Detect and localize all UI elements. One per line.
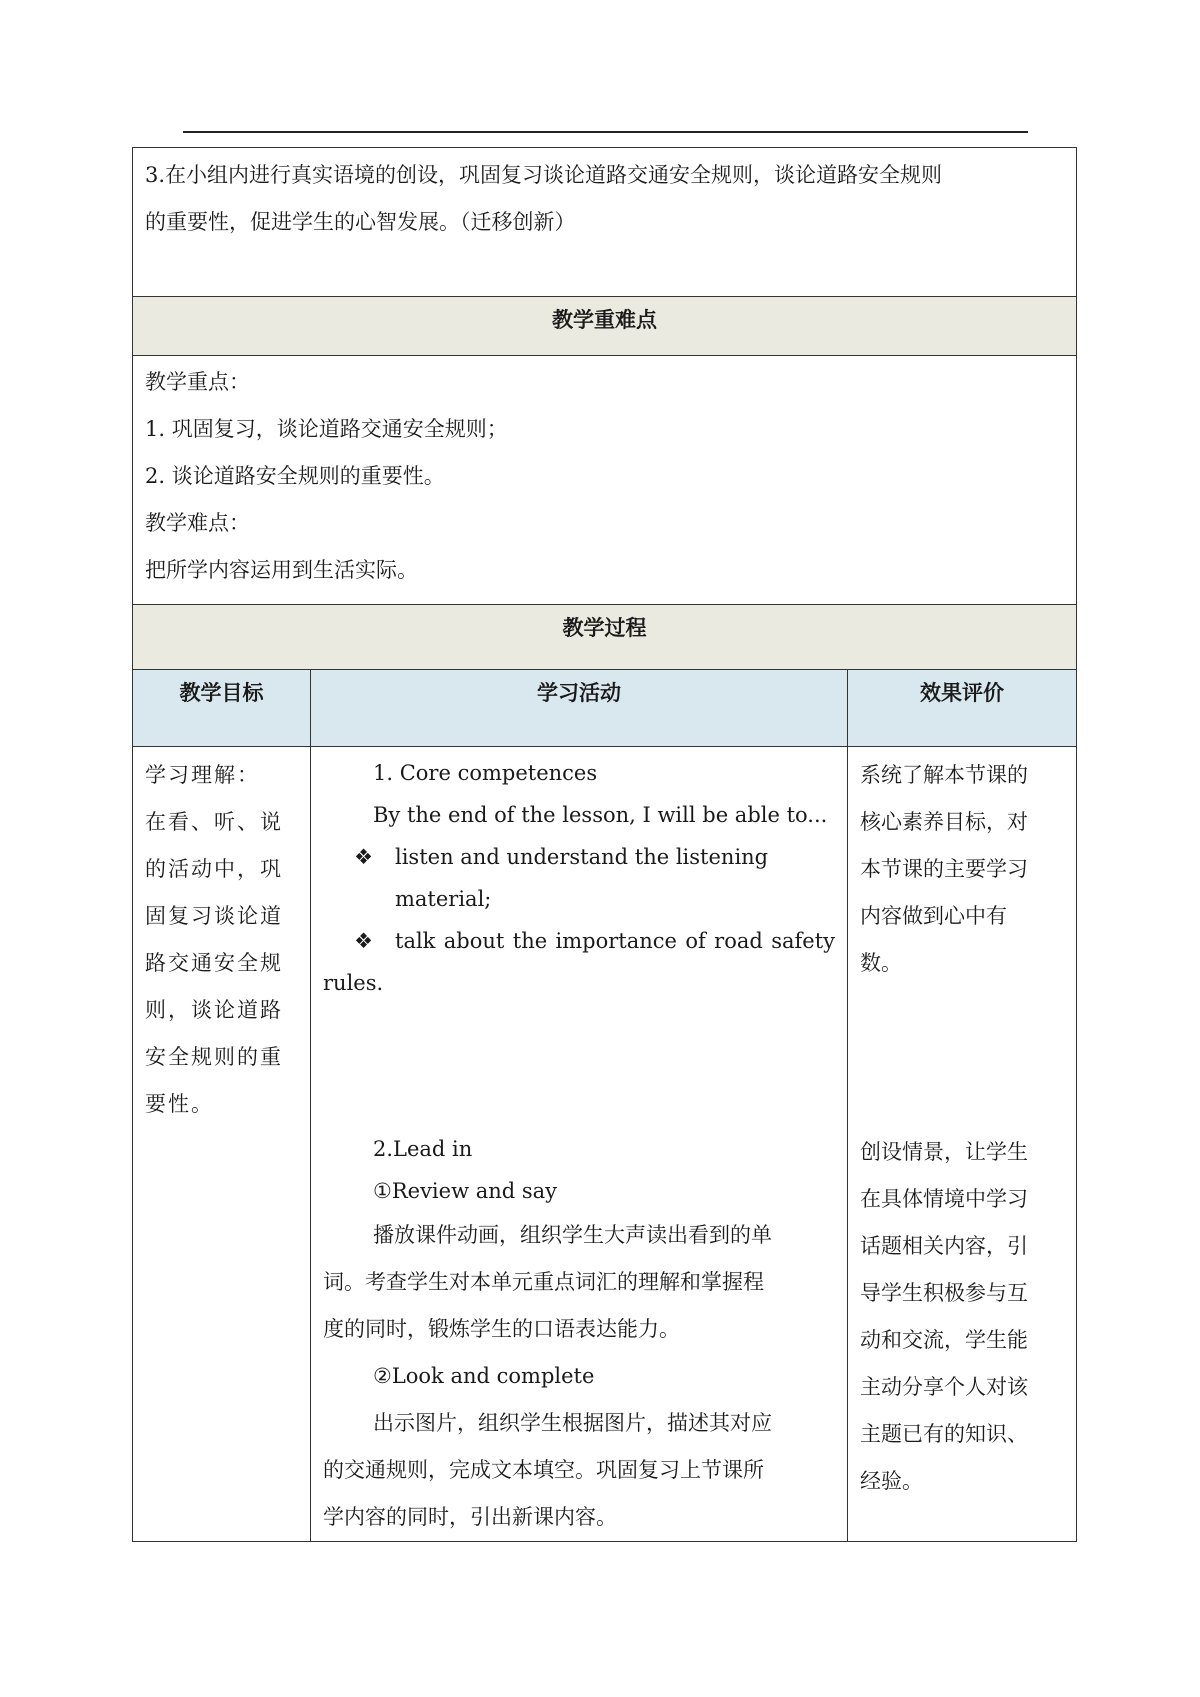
- goal-cell: 学习理解： 在看、听、说 的活动中，巩 固复习谈论道 路交通安全规 则，谈论道路 安全规则的重 要性。: [133, 747, 310, 1128]
- key-points-heading: 教学重难点: [133, 297, 1077, 356]
- lesson-plan-table: [132, 147, 1077, 1542]
- focus-item: 2. 谈论道路安全规则的重要性。: [145, 464, 445, 488]
- key-points-row: [133, 356, 1077, 605]
- key-points-content: [133, 356, 1076, 594]
- bullet-tail: rules.: [323, 971, 384, 995]
- key-points-heading-row: [133, 297, 1077, 356]
- core-intro: By the end of the lesson, I will be able to...: [373, 803, 828, 827]
- focus-label: 教学重点：: [145, 370, 250, 394]
- review-title: ①Review and say: [373, 1179, 558, 1203]
- process-heading: 教学过程: [133, 605, 1077, 670]
- goal-label: 学习理解：: [145, 763, 260, 787]
- process-heading-row: [133, 605, 1077, 670]
- core-title: 1. Core competences: [373, 761, 598, 785]
- focus-item: 1. 巩固复习，谈论道路交通安全规则；: [145, 417, 508, 441]
- bullet-item: ❖ talk about the importance of road safety: [323, 920, 835, 962]
- process-column-headers: [133, 670, 1077, 747]
- column-header-goal: 教学目标: [133, 670, 311, 747]
- difficulty-label: 教学难点：: [145, 511, 250, 535]
- difficulty-text: 把所学内容运用到生活实际。: [145, 558, 418, 582]
- bullet-item: ❖ listen and understand the listening material;: [323, 836, 835, 920]
- diamond-bullet-icon: ❖: [354, 845, 373, 869]
- evaluation-cell: 系统了解本节课的 核心素养目标，对 本节课的主要学习 内容做到心中有 数。 创设情景，让学生 在具体情境中学习 话题相关内容，引 导学生积极参与互 动和交流，学生能 主动分享个人对该 主题已有的知识、 经验。: [860, 763, 1028, 1493]
- look-title: ②Look and complete: [373, 1364, 595, 1388]
- header-rule: [183, 131, 1028, 133]
- objective-text: 3.在小组内进行真实语境的创设，巩固复习谈论道路交通安全规则，谈论道路安全规则 的重要性，促进学生的心智发展。（迁移创新）: [145, 163, 943, 234]
- lead-in-title: 2.Lead in: [373, 1137, 473, 1161]
- column-header-evaluation: 效果评价: [848, 670, 1077, 747]
- column-header-activities: 学习活动: [311, 670, 848, 747]
- activities-cell: 1. Core competences By the end of the lesson, I will be able to... ❖ listen and understand the listening material; ❖ talk about the importance of road safety rules. 2.Lead in ①Review and say 播放课件动画，组织学生大声读出看到的单 词。考查学生对本单元重点词汇的理解和掌握程 度的同时，锻炼学生的口语表达能力。 ②Look and complete 出示图片，组织学生根据图片，描述其对应 的交通规则，完成文本填空。巩固复习上节课所 学内容的同时，引出新课内容。: [311, 747, 847, 1541]
- objective-row: [133, 148, 1077, 297]
- diamond-bullet-icon: ❖: [354, 929, 373, 953]
- process-content-row: [133, 747, 1077, 1542]
